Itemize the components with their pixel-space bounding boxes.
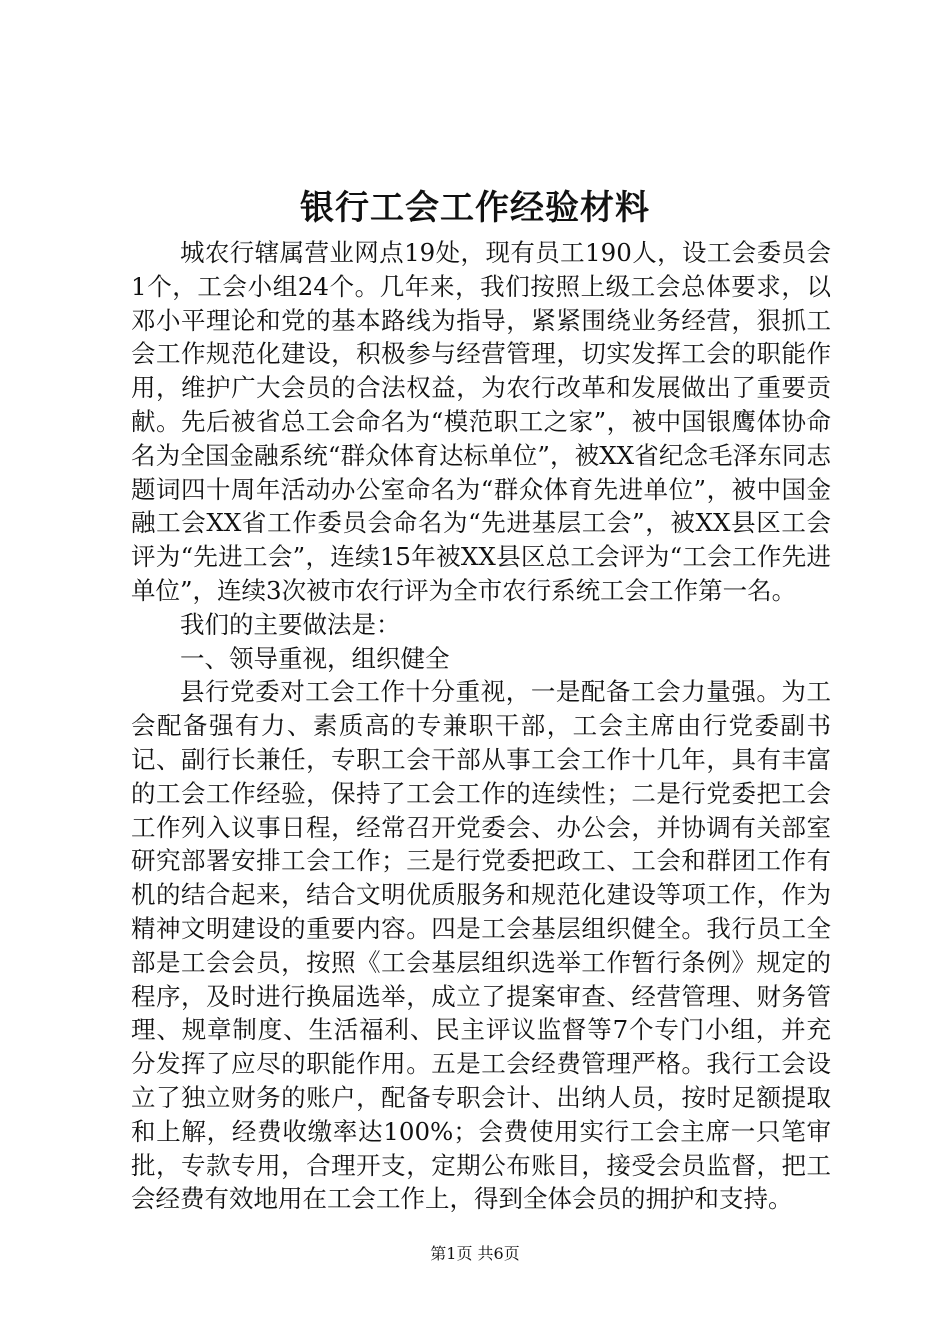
paragraph-methods-lead: 我们的主要做法是： [180, 609, 401, 639]
section-heading-1: 一、领导重视，组织健全 [180, 643, 450, 673]
document-title: 银行工会工作经验材料 [300, 188, 650, 228]
paragraph-section-1: 县行党委对工会工作十分重视，一是配备工会力量强。为工会配备强有力、素质高的专兼职干部，工会主席由行党委副书记、副行长兼任，专职工会干部从事工会工作十几年，具有丰富的工会工作经验，保持了工会工作的连续性；二是行党委把工会工作列入议事日程，经常召开党委会、办公会，并协调有关部室研究部署安排工会工作；三是行党委把政工、工会和群团工作有机的结合起来，结合文明优质服务和规范化建设等项工作，作为精神文明建设的重要内容。四是工会基层组织健全。我行员工全部是工会会员，按照《工会基层组织选举工作暂行条例》规定的程序，及时进行换届选举，成立了提案审查、经营管理、财务管理、规章制度、生活福利、民主评议监督等7个专门小组，并充分发挥了应尽的职能作用。五是工会经费管理严格。我行工会设立了独立财务的账户，配备专职会计、出纳人员，按时足额提取和上解，经费收缴率达100%；会费使用实行工会主席一只笔审批，专款专用，合理开支，定期公布账目，接受会员监督，把工会经费有效地用在工会工作上，得到全体会员的拥护和支持。 [131, 677, 831, 1214]
page-number: 第1页 共6页 [430, 1244, 520, 1263]
paragraph-intro: 城农行辖属营业网点19处，现有员工190人，设工会委员会1个，工会小组24个。几年来，我们按照上级工会总体要求，以邓小平理论和党的基本路线为指导，紧紧围绕业务经营，狠抓工会工作规范化建设，积极参与经营管理，切实发挥工会的职能作用，维护广大会员的合法权益，为农行改革和发展做出了重要贡献。先后被省总工会命名为“模范职工之家”，被中国银鹰体协命名为全国金融系统“群众体育达标单位”，被XX省纪念毛泽东同志题词四十周年活动办公室命名为“群众体育先进单位”，被中国金融工会XX省工作委员会命名为“先进基层工会”，被XX县区工会评为“先进工会”，连续15年被XX县区总工会评为“工会工作先进单位”，连续3次被市农行评为全市农行系统工会工作第一名。 [131, 238, 831, 605]
document-body [131, 236, 831, 1216]
